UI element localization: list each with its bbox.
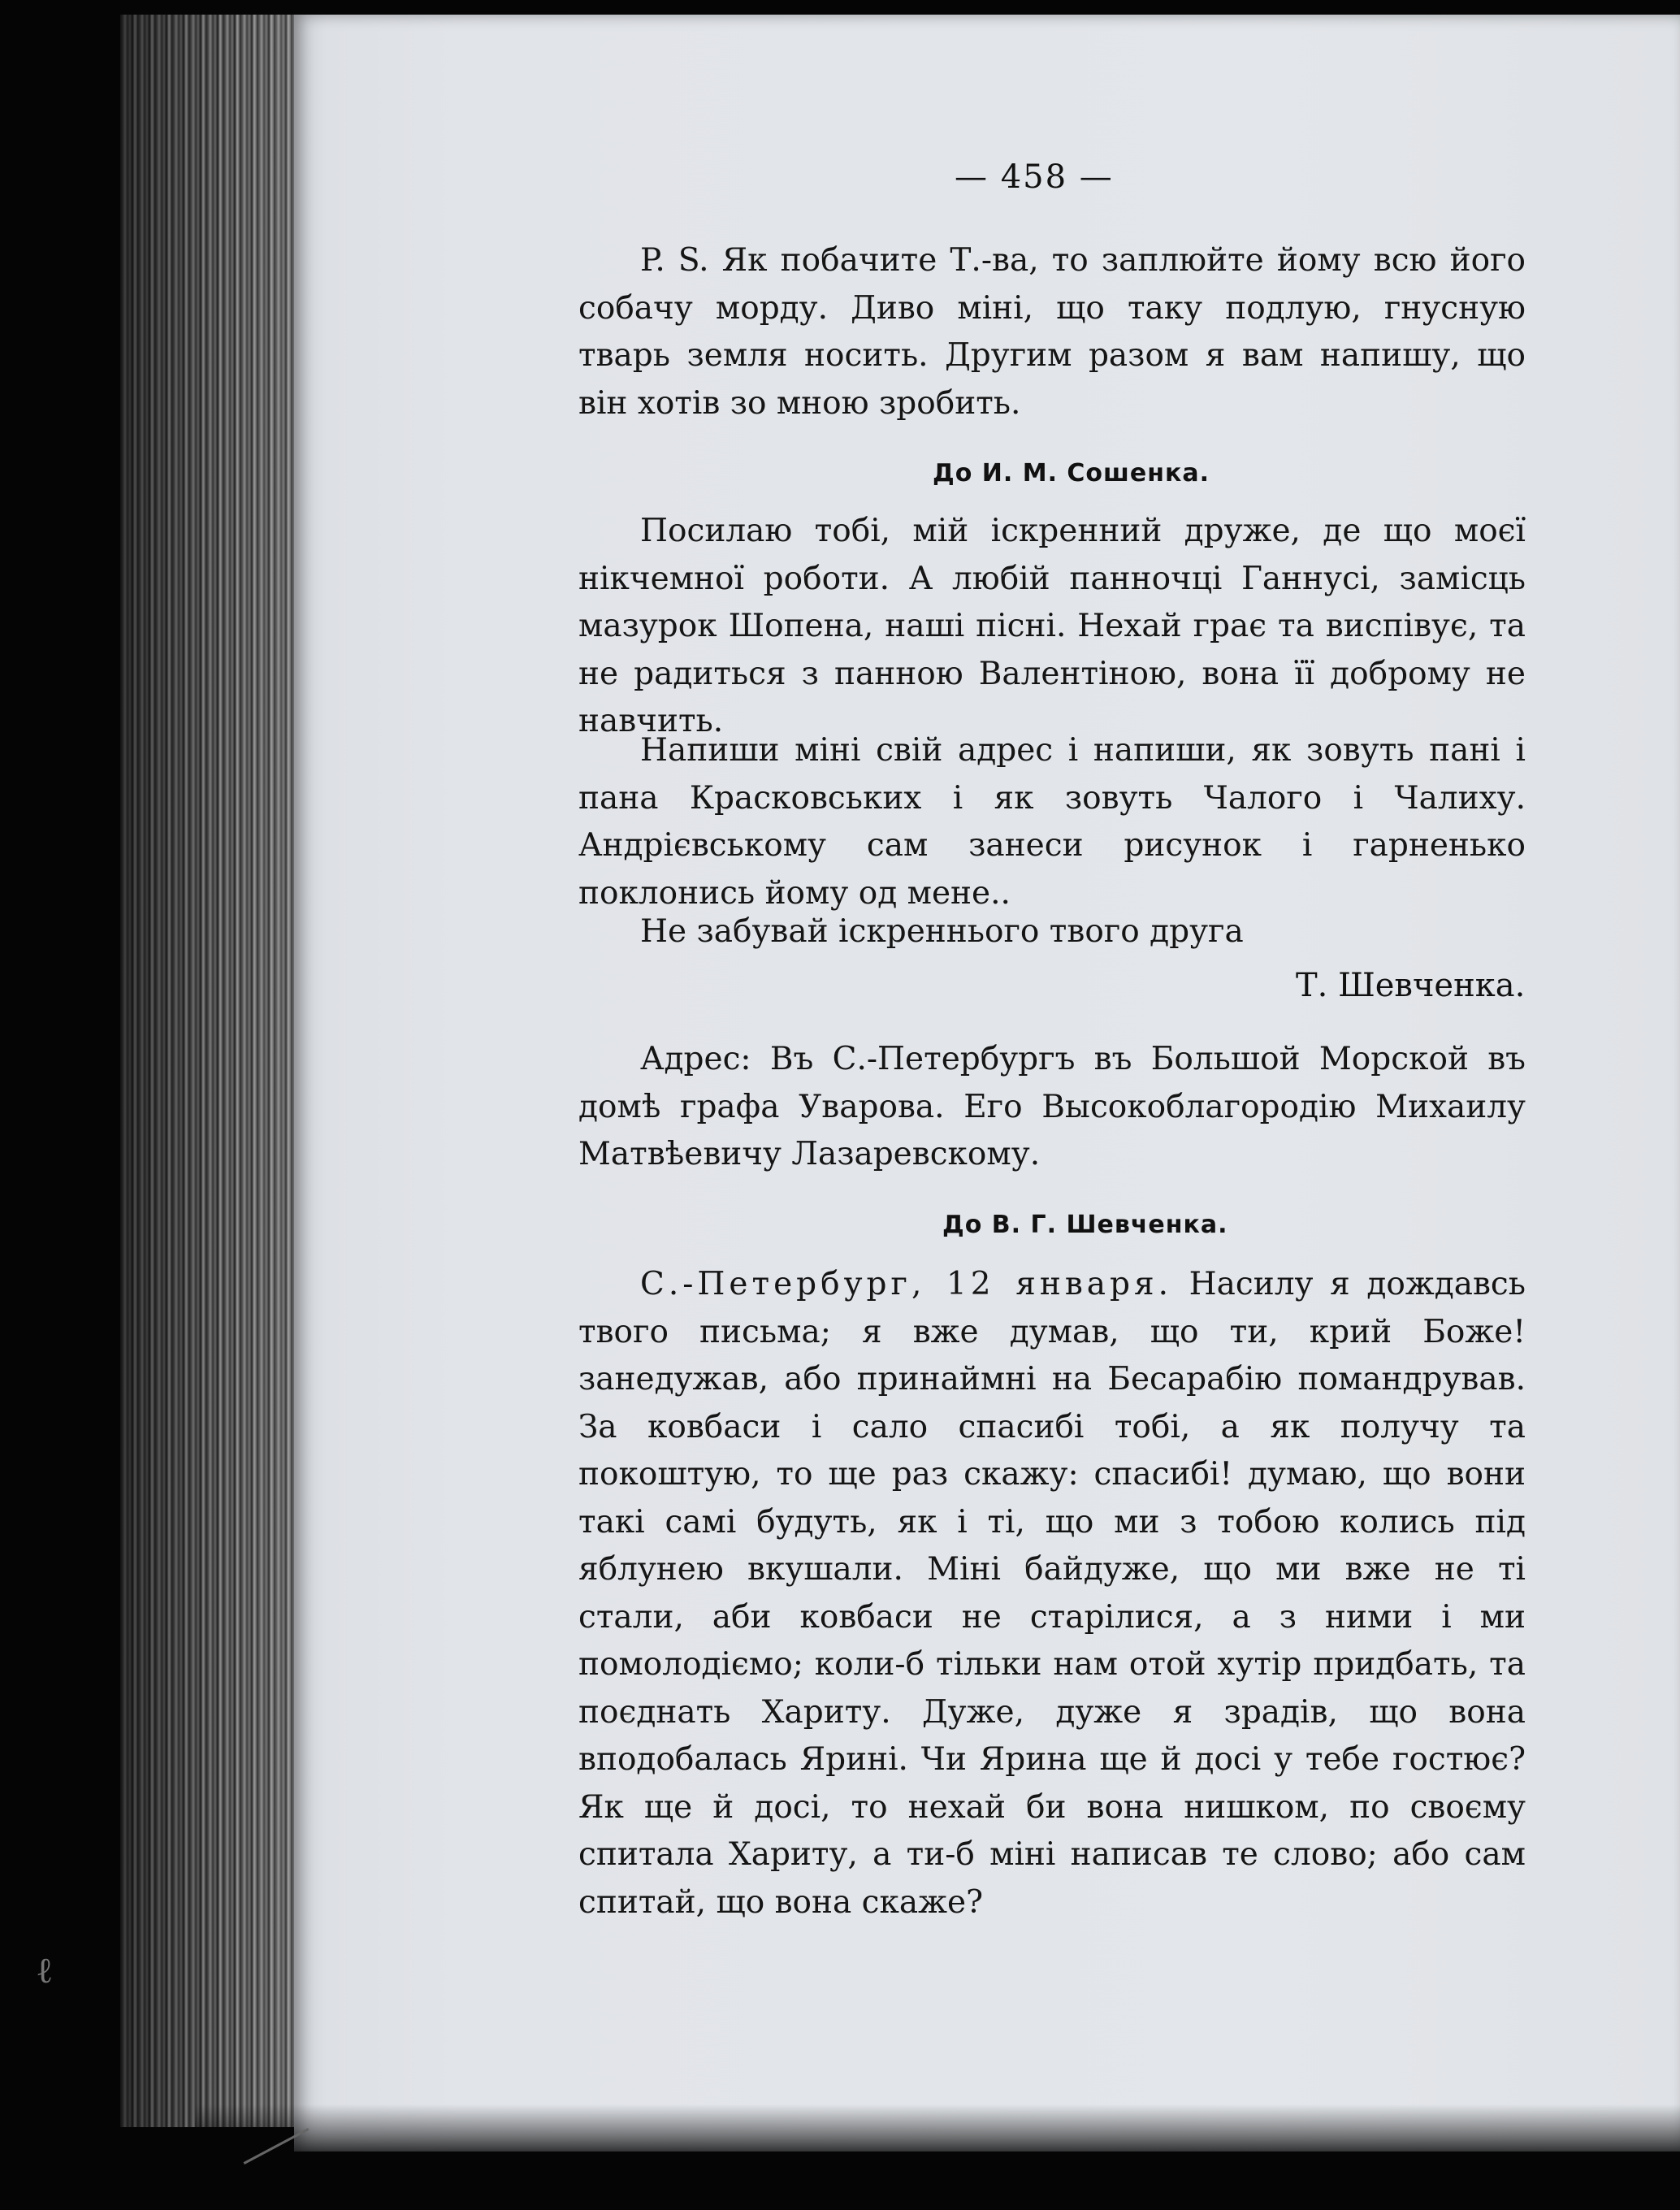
letter1-paragraph-2: Напиши міні свій адрес і напиши, як зовуть пані і пана Красковських і як зовуть Чалого і Чалиху. Андрієвському сам занеси рисунок і гарненько поклонись йому од мене.. — [578, 732, 1526, 912]
letter2-text: Насилу я дождавсь твого письма; я вже думав, що ти, крий Боже! занедужав, або принаймні на Бесарабію помандрував. За ковбаси і сало спасибі тобі, а як получу та покоштую, то ще раз скажу: спасибі! думаю, що вони такі самі будуть, як і ті, що ми з тобою колись під яблунею вкушали. Міні байдуже, що ми вже не ті стали, аби ковбаси не старілися, а з ними і ми помолодіємо; коли-б тільки нам отой хутір придбать, та поєднать Хариту. Дуже, дуже я зрадів, що вона вподобалась Ярині. Чи Ярина ще й досі у тебе гостює? Як ще й досі, то нехай би вона нишком, по своєму спитала Хариту, а ти-б міні написав те слово; або сам спитай, що вона скаже? — [578, 1266, 1526, 1921]
scan-shadow — [195, 2104, 1680, 2210]
letter1-signature: Т. Шевченка. — [1296, 967, 1526, 1004]
letter-heading-soshenko: До И. М. Сошенка. — [933, 459, 1210, 488]
ps-paragraph: P. S. Як побачите Т.-ва, то заплюйте йому всю його собачу морду. Диво міні, що таку подлую, гнусную тварь земля носить. Другим разом я вам напишу, що він хотів зо мною зробить. — [578, 242, 1526, 422]
letter2-body — [578, 1261, 1526, 1926]
book-page-edges — [120, 15, 307, 2127]
scan-artifact: ℓ — [36, 1950, 54, 1991]
letter1-paragraph-1: Посилаю тобі, мій іскренний друже, де що моєї нікчемної роботи. А любій панночці Ганнусі, замісць мазурок Шопена, наші пісні. Нехай грає та виспівує, та не радиться з панною Валентіною, вона її доброму не навчить. — [578, 513, 1526, 739]
letter1-address: Адрес: Въ С.-Петербургъ въ Большой Морской въ домѣ графа Уварова. Его Высокоблагородію Михаилу Матвѣевичу Лазаревскому. — [578, 1041, 1526, 1172]
letter-heading-v-shevchenko: До В. Г. Шевченка. — [942, 1211, 1228, 1239]
letter2-date: С.-Петербург, 12 января. — [640, 1266, 1173, 1302]
letter1-closing: Не забувай іскреннього твого друга — [640, 913, 1244, 950]
page-number: — 458 — — [955, 158, 1114, 196]
